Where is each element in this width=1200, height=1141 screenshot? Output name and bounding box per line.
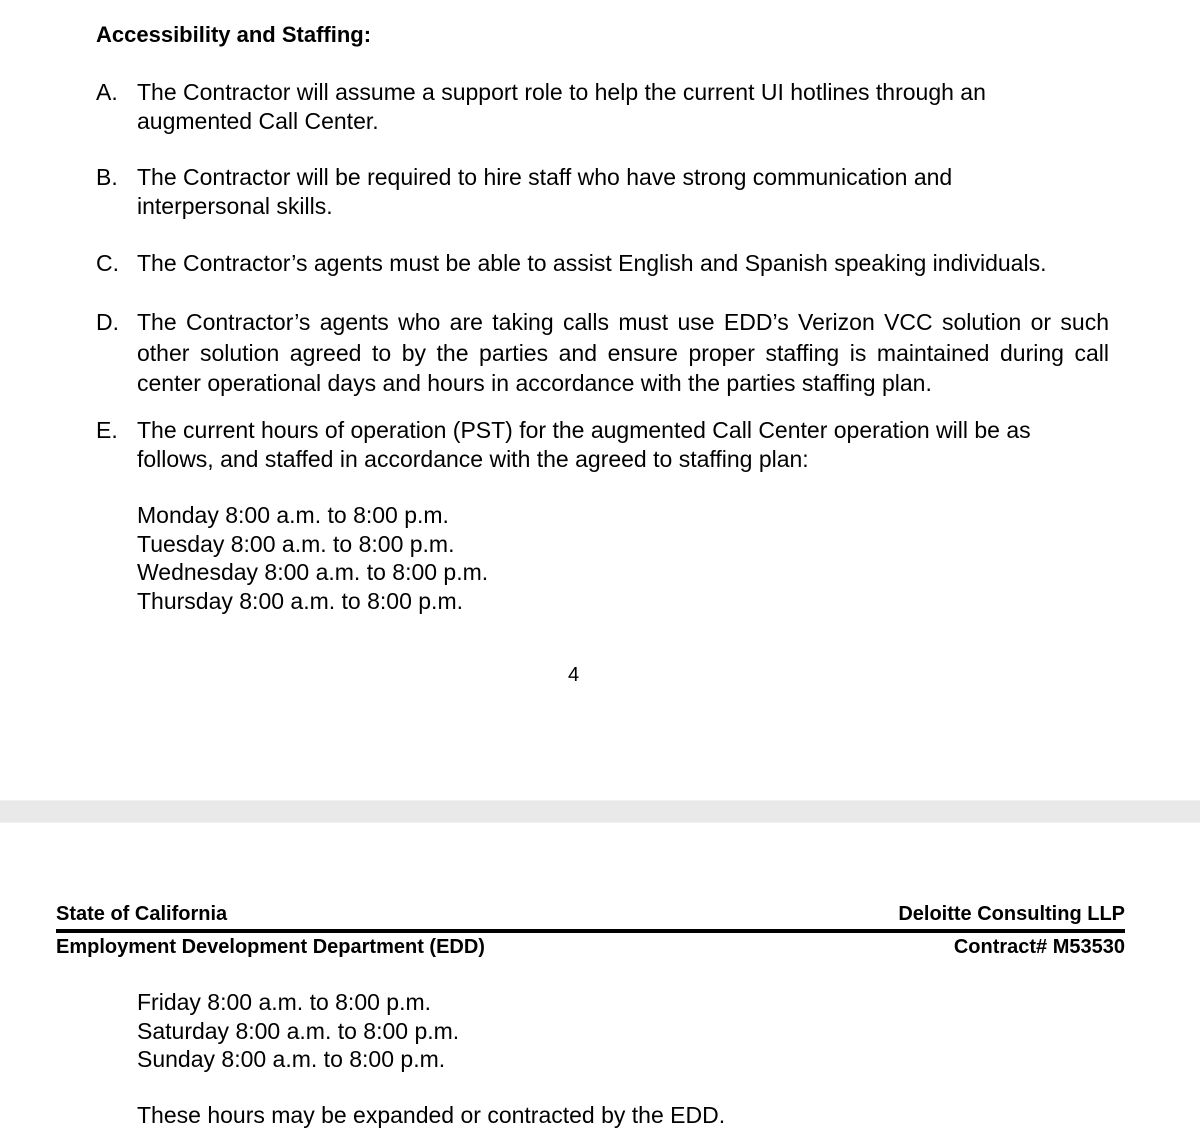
list-item-e [96,416,1111,474]
header-contract-number: Contract# M53530 [953,936,1125,958]
list-item-letter: B. [96,164,118,190]
list-item-letter: E. [96,417,118,443]
hours-schedule [137,501,488,615]
list-item-b [96,163,1111,221]
list-item-letter: A. [96,79,118,105]
page-separator [0,800,1200,823]
list-item-letter: C. [96,250,119,276]
schedule-line: Thursday 8:00 a.m. to 8:00 p.m. [137,587,463,614]
list-item-d [96,307,1111,399]
list-item-text: The Contractor will assume a support role to help the current UI hotlines through an augmented Call Center. [137,79,986,134]
schedule-line: Monday 8:00 a.m. to 8:00 p.m. [137,502,449,528]
list-item-c [96,249,1111,278]
schedule-line: Friday 8:00 a.m. to 8:00 p.m. [137,989,432,1015]
schedule-line: Wednesday 8:00 a.m. to 8:00 p.m. [137,559,489,585]
list-item-a [96,78,1111,136]
hours-note: These hours may be expanded or contracted by the EDD. [137,1102,726,1128]
header-department: Employment Development Department (EDD) [56,936,485,958]
hours-schedule-continued [137,988,459,1074]
section-heading: Accessibility and Staffing: [96,22,372,47]
page-number: 4 [568,664,580,686]
schedule-line: Tuesday 8:00 a.m. to 8:00 p.m. [137,530,455,557]
schedule-line: Saturday 8:00 a.m. to 8:00 p.m. [137,1017,460,1044]
list-item-text: The current hours of operation (PST) for the augmented Call Center operation will be as follows, and staffed in accordance with the agreed to staffing plan: [137,417,1031,472]
list-item-text: The Contractor’s agents who are taking calls must use EDD’s Verizon VCC solution or such other solution agreed to by the parties and ensure proper staffing is maintained during call center operational days and hours in accordance with the parties staffing plan. [137,309,1109,396]
list-item-letter: D. [96,309,119,335]
schedule-line: Sunday 8:00 a.m. to 8:00 p.m. [137,1046,446,1072]
header-state: State of California [56,903,228,925]
header-contractor: Deloitte Consulting LLP [898,903,1125,925]
list-item-text: The Contractor’s agents must be able to assist English and Spanish speaking individuals. [137,250,1047,276]
list-item-text: The Contractor will be required to hire staff who have strong communication and interpersonal skills. [137,164,953,219]
header-rule [56,929,1125,933]
